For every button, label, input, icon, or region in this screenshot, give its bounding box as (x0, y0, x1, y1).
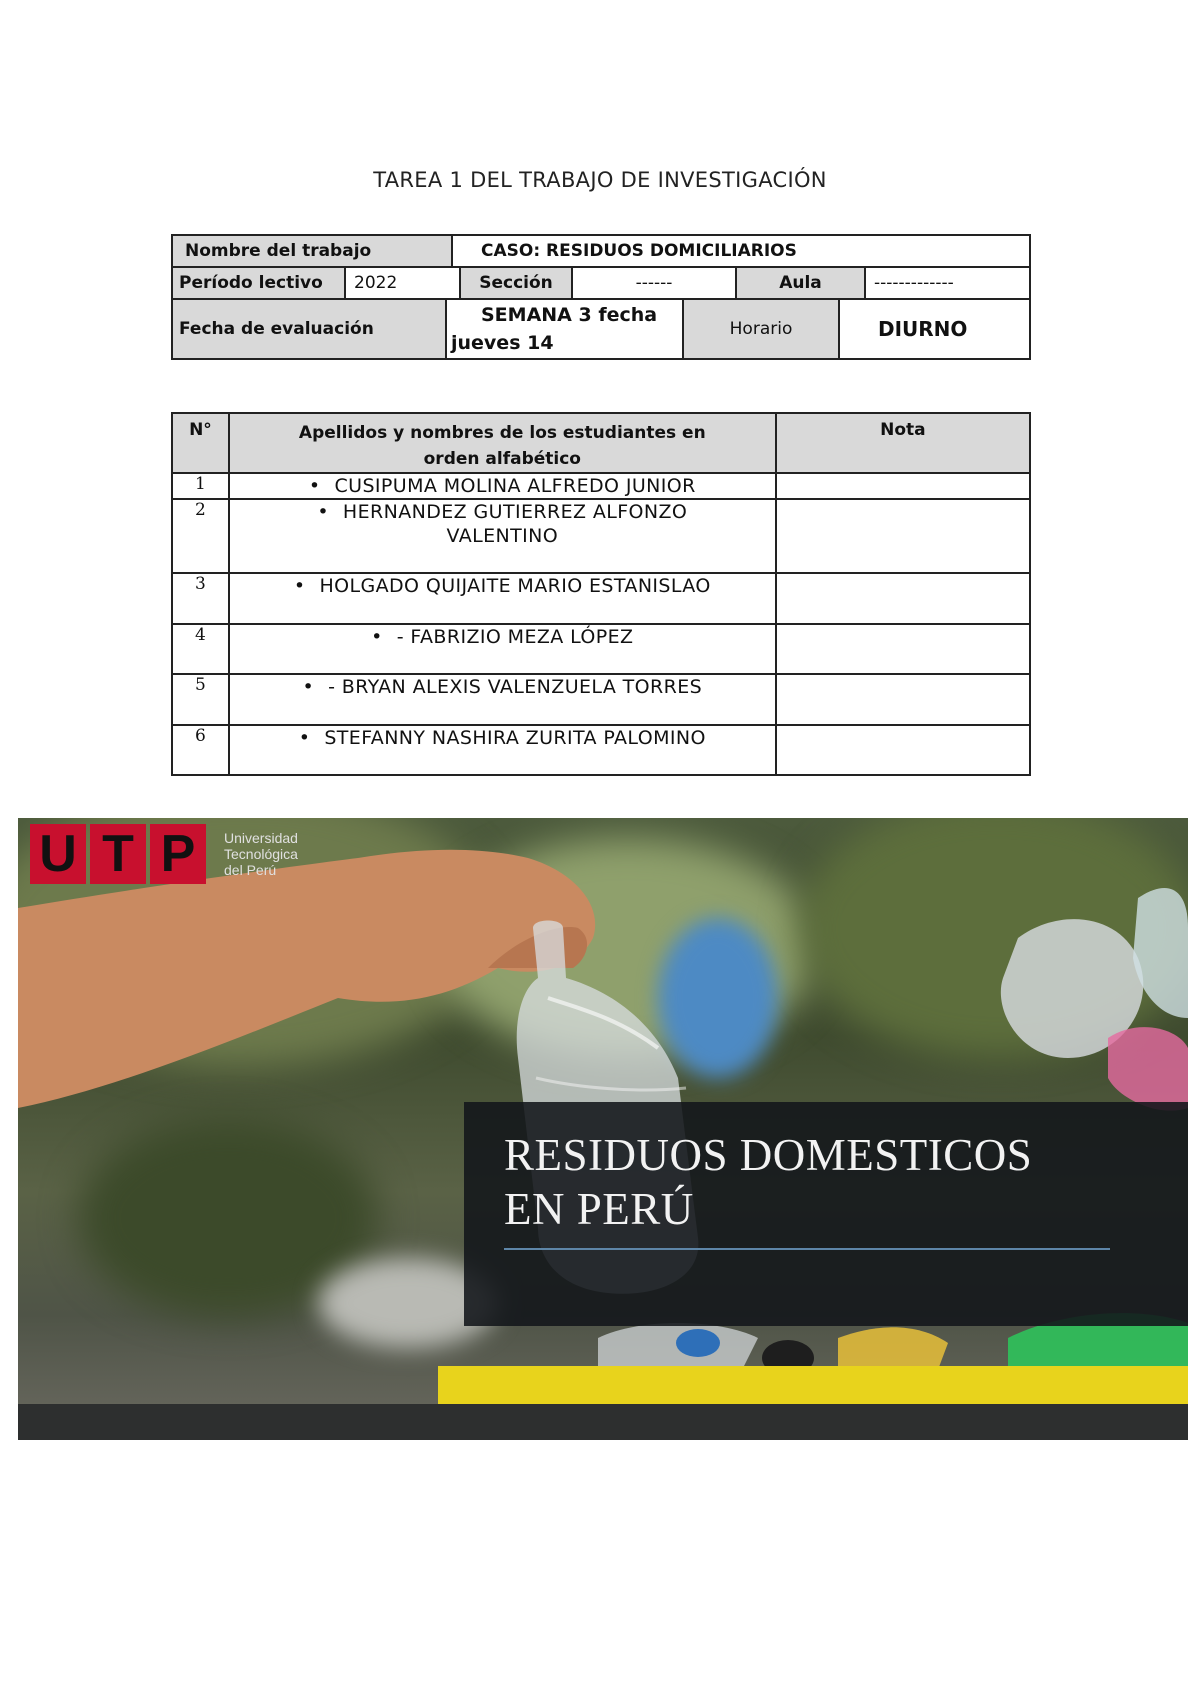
row-name (229, 624, 776, 674)
row-num: 4 (172, 624, 229, 674)
seccion-value: ------ (571, 266, 737, 300)
student-name: HERNANDEZ GUTIERREZ ALFONZO VALENTINO (342, 501, 688, 547)
banner-bottom-bar (18, 1404, 1188, 1440)
logo-line: Universidad (224, 830, 298, 846)
student-name: - BRYAN ALEXIS VALENZUELA TORRES (328, 676, 703, 698)
row-name (229, 725, 776, 775)
horario-label: Horario (682, 298, 840, 360)
banner-title-line2: EN PERÚ (504, 1184, 694, 1234)
table-row (172, 573, 1030, 624)
banner-image (18, 818, 1188, 1440)
student-name: CUSIPUMA MOLINA ALFREDO JUNIOR (334, 475, 696, 497)
student-name: HOLGADO QUIJAITE MARIO ESTANISLAO (319, 575, 711, 597)
logo-text (224, 830, 298, 878)
bullet-icon: • (308, 475, 321, 497)
fecha-value (445, 298, 684, 360)
row-name (229, 674, 776, 725)
row-grade (776, 624, 1030, 674)
banner-title (504, 1128, 1032, 1236)
bullet-icon: • (298, 727, 311, 749)
seccion-label: Sección (459, 266, 573, 300)
horario-value: DIURNO (838, 298, 1031, 360)
logo-letter: U (30, 824, 86, 884)
table-header-row (172, 413, 1030, 473)
table-row (172, 473, 1030, 499)
periodo-label: Período lectivo (171, 266, 346, 300)
student-name: - FABRIZIO MEZA LÓPEZ (396, 626, 634, 648)
header-grade: Nota (776, 413, 1030, 473)
bullet-icon: • (293, 575, 306, 597)
row-grade (776, 499, 1030, 573)
nombre-label: Nombre del trabajo (171, 234, 453, 268)
row-num: 5 (172, 674, 229, 725)
header-num: N° (172, 413, 229, 473)
info-table (171, 234, 1031, 360)
row-num: 6 (172, 725, 229, 775)
aula-label: Aula (735, 266, 866, 300)
banner-title-line1: RESIDUOS DOMESTICOS (504, 1130, 1033, 1180)
fecha-label: Fecha de evaluación (171, 298, 447, 360)
row-num: 2 (172, 499, 229, 573)
table-row (172, 624, 1030, 674)
utp-logo (30, 824, 298, 884)
students-table (171, 412, 1031, 776)
banner-title-panel (464, 1102, 1188, 1326)
bullet-icon: • (302, 676, 315, 698)
header-name: Apellidos y nombres de los estudiantes en orden alfabético (229, 413, 776, 473)
row-grade (776, 573, 1030, 624)
fecha-value-line1: SEMANA 3 fecha (481, 304, 658, 326)
fecha-value-line2: jueves 14 (451, 332, 554, 354)
periodo-value: 2022 (344, 266, 461, 300)
row-num: 3 (172, 573, 229, 624)
row-num: 1 (172, 473, 229, 499)
nombre-value: CASO: RESIDUOS DOMICILIARIOS (451, 234, 1031, 268)
row-name (229, 499, 776, 573)
student-name: STEFANNY NASHIRA ZURITA PALOMINO (324, 727, 706, 749)
logo-line: Tecnológica (224, 846, 298, 862)
logo-line: del Perú (224, 862, 277, 878)
table-row (172, 674, 1030, 725)
table-row (172, 499, 1030, 573)
row-grade (776, 473, 1030, 499)
aula-value: ------------- (864, 266, 1031, 300)
bullet-icon: • (371, 626, 383, 648)
table-row (172, 725, 1030, 775)
document-title: TAREA 1 DEL TRABAJO DE INVESTIGACIÓN (373, 168, 827, 192)
row-name (229, 573, 776, 624)
bullet-icon: • (317, 501, 329, 523)
logo-letter: P (150, 824, 206, 884)
row-name (229, 473, 776, 499)
logo-letter: T (90, 824, 146, 884)
title-underline (504, 1248, 1110, 1250)
row-grade (776, 674, 1030, 725)
row-grade (776, 725, 1030, 775)
